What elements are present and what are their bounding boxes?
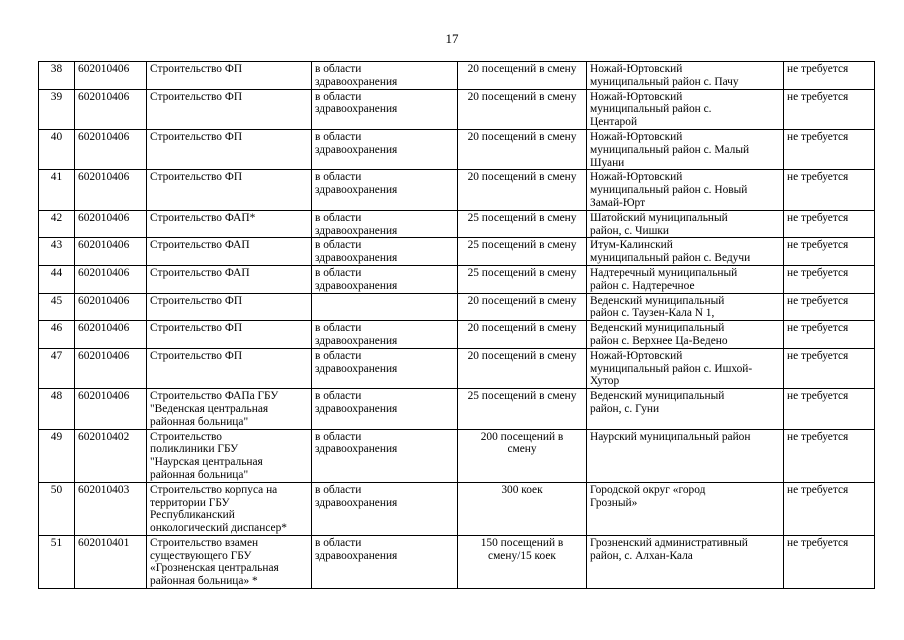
row-sector — [312, 293, 458, 321]
row-number: 42 — [39, 210, 75, 238]
row-capacity: 20 посещений в смену — [458, 321, 587, 349]
row-name: Строительство ФАП — [147, 265, 312, 293]
row-status: не требуется — [784, 429, 875, 482]
row-number: 41 — [39, 170, 75, 210]
row-code: 602010406 — [75, 293, 147, 321]
row-sector: в области здравоохранения — [312, 389, 458, 429]
row-name: Строительство ФП — [147, 129, 312, 169]
row-capacity: 150 посещений в смену/15 коек — [458, 535, 587, 588]
row-number: 47 — [39, 348, 75, 388]
table-row — [39, 535, 875, 588]
row-sector: в области здравоохранения — [312, 129, 458, 169]
row-name: Строительство корпуса на территории ГБУ Республиканский онкологический диспансер* — [147, 482, 312, 535]
row-status: не требуется — [784, 62, 875, 90]
row-name: Строительство ФП — [147, 62, 312, 90]
row-capacity: 20 посещений в смену — [458, 129, 587, 169]
row-name: Строительство ФАП — [147, 238, 312, 266]
row-location: Ножай-Юртовский муниципальный район с. Ишхой- Хутор — [587, 348, 784, 388]
row-code: 602010402 — [75, 429, 147, 482]
row-capacity: 20 посещений в смену — [458, 293, 587, 321]
row-capacity: 200 посещений в смену — [458, 429, 587, 482]
row-location: Веденский муниципальный район, с. Гуни — [587, 389, 784, 429]
row-capacity: 25 посещений в смену — [458, 389, 587, 429]
row-status: не требуется — [784, 293, 875, 321]
table-row — [39, 293, 875, 321]
row-number: 40 — [39, 129, 75, 169]
row-code: 602010406 — [75, 210, 147, 238]
row-status: не требуется — [784, 170, 875, 210]
row-sector: в области здравоохранения — [312, 210, 458, 238]
row-sector: в области здравоохранения — [312, 62, 458, 90]
row-status: не требуется — [784, 265, 875, 293]
page-number: 17 — [445, 31, 459, 46]
row-status: не требуется — [784, 389, 875, 429]
table-body — [39, 62, 875, 589]
row-location: Итум-Калинский муниципальный район с. Ведучи — [587, 238, 784, 266]
row-sector: в области здравоохранения — [312, 238, 458, 266]
row-code: 602010401 — [75, 535, 147, 588]
row-location: Ножай-Юртовский муниципальный район с. Малый Шуани — [587, 129, 784, 169]
row-location: Надтеречный муниципальный район с. Надтеречное — [587, 265, 784, 293]
row-code: 602010406 — [75, 129, 147, 169]
row-name: Строительство ФП — [147, 348, 312, 388]
row-name: Строительство ФАП* — [147, 210, 312, 238]
row-capacity: 25 посещений в смену — [458, 210, 587, 238]
row-code: 602010406 — [75, 89, 147, 129]
row-capacity: 20 посещений в смену — [458, 170, 587, 210]
row-status: не требуется — [784, 238, 875, 266]
row-location: Ножай-Юртовский муниципальный район с. Новый Замай-Юрт — [587, 170, 784, 210]
row-number: 48 — [39, 389, 75, 429]
row-sector: в области здравоохранения — [312, 265, 458, 293]
table-row — [39, 129, 875, 169]
row-capacity: 20 посещений в смену — [458, 62, 587, 90]
row-capacity: 20 посещений в смену — [458, 348, 587, 388]
row-sector: в области здравоохранения — [312, 348, 458, 388]
row-code: 602010406 — [75, 238, 147, 266]
table-row — [39, 89, 875, 129]
table-row — [39, 62, 875, 90]
row-sector: в области здравоохранения — [312, 89, 458, 129]
row-sector: в области здравоохранения — [312, 321, 458, 349]
row-sector: в области здравоохранения — [312, 170, 458, 210]
table-row — [39, 265, 875, 293]
table-row — [39, 210, 875, 238]
row-name: Строительство ФП — [147, 170, 312, 210]
row-code: 602010403 — [75, 482, 147, 535]
row-name: Строительство ФП — [147, 89, 312, 129]
table-row — [39, 429, 875, 482]
row-status: не требуется — [784, 89, 875, 129]
table-row — [39, 348, 875, 388]
row-code: 602010406 — [75, 389, 147, 429]
row-location: Наурский муниципальный район — [587, 429, 784, 482]
row-code: 602010406 — [75, 265, 147, 293]
table-row — [39, 321, 875, 349]
row-number: 46 — [39, 321, 75, 349]
row-status: не требуется — [784, 321, 875, 349]
row-number: 49 — [39, 429, 75, 482]
row-status: не требуется — [784, 129, 875, 169]
table-row — [39, 482, 875, 535]
row-capacity: 300 коек — [458, 482, 587, 535]
row-name: Строительство поликлиники ГБУ "Наурская центральная районная больница" — [147, 429, 312, 482]
row-capacity: 20 посещений в смену — [458, 89, 587, 129]
row-location: Веденский муниципальный район с. Таузен-Кала N 1, — [587, 293, 784, 321]
row-name: Строительство взамен существующего ГБУ «Грозненская центральная районная больница» * — [147, 535, 312, 588]
table-row — [39, 238, 875, 266]
row-sector: в области здравоохранения — [312, 429, 458, 482]
row-location: Веденский муниципальный район с. Верхнее Ца-Ведено — [587, 321, 784, 349]
row-code: 602010406 — [75, 321, 147, 349]
row-code: 602010406 — [75, 348, 147, 388]
row-location: Ножай-Юртовский муниципальный район с. Пачу — [587, 62, 784, 90]
row-name: Строительство ФП — [147, 321, 312, 349]
table-row — [39, 389, 875, 429]
row-status: не требуется — [784, 210, 875, 238]
row-number: 51 — [39, 535, 75, 588]
row-location: Шатойский муниципальный район, с. Чишки — [587, 210, 784, 238]
row-number: 43 — [39, 238, 75, 266]
row-status: не требуется — [784, 482, 875, 535]
row-capacity: 25 посещений в смену — [458, 265, 587, 293]
row-capacity: 25 посещений в смену — [458, 238, 587, 266]
row-number: 38 — [39, 62, 75, 90]
row-number: 50 — [39, 482, 75, 535]
row-status: не требуется — [784, 535, 875, 588]
projects-table — [38, 61, 875, 589]
row-number: 44 — [39, 265, 75, 293]
row-code: 602010406 — [75, 62, 147, 90]
row-sector: в области здравоохранения — [312, 482, 458, 535]
row-location: Грозненский административный район, с. Алхан-Кала — [587, 535, 784, 588]
table-row — [39, 170, 875, 210]
row-name: Строительство ФП — [147, 293, 312, 321]
row-code: 602010406 — [75, 170, 147, 210]
row-name: Строительство ФАПа ГБУ "Веденская центральная районная больница" — [147, 389, 312, 429]
row-sector: в области здравоохранения — [312, 535, 458, 588]
row-location: Городской округ «город Грозный» — [587, 482, 784, 535]
row-location: Ножай-Юртовский муниципальный район с. Центарой — [587, 89, 784, 129]
row-status: не требуется — [784, 348, 875, 388]
row-number: 45 — [39, 293, 75, 321]
row-number: 39 — [39, 89, 75, 129]
